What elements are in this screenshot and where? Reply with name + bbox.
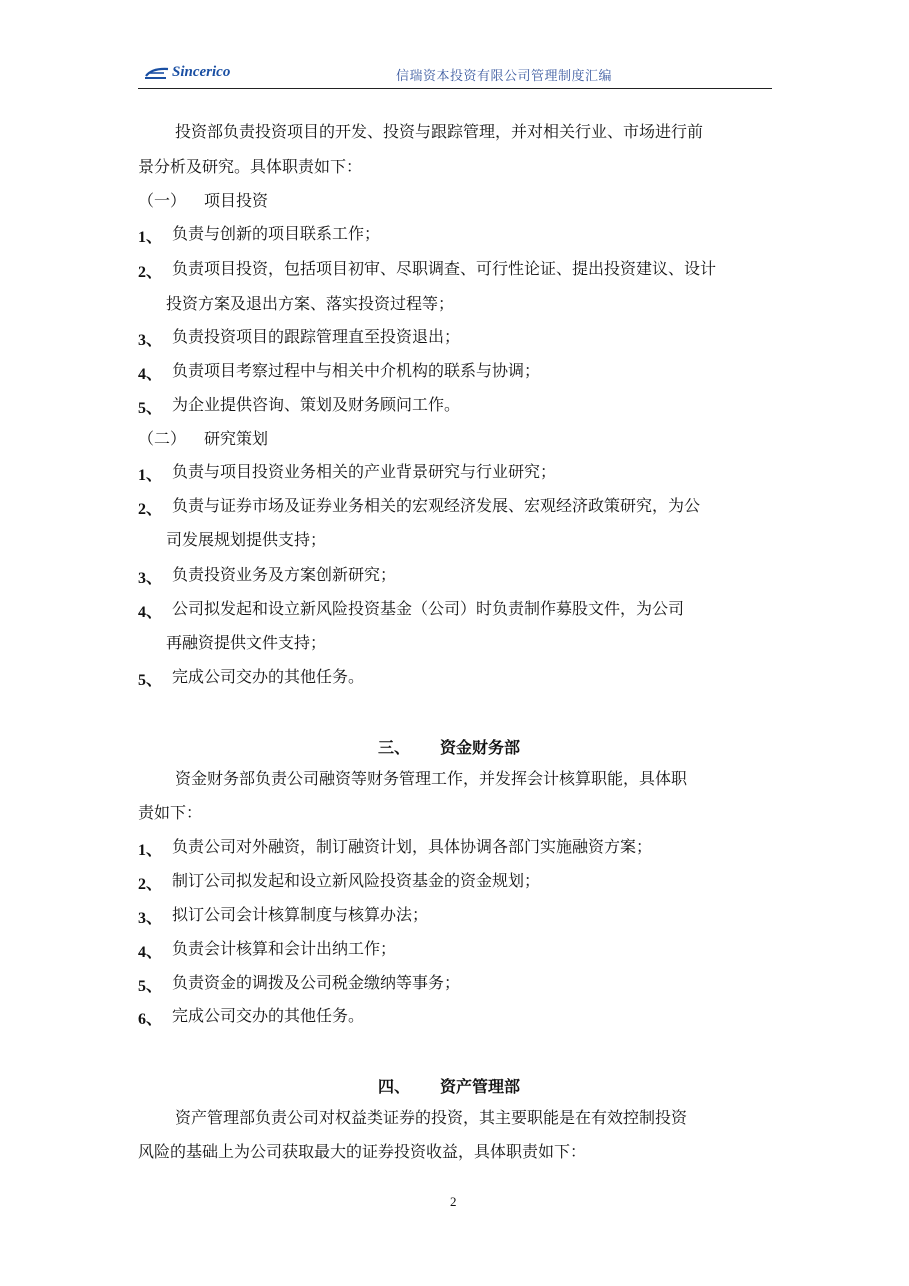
subsection-label: （二） xyxy=(138,429,187,448)
list-number: 2、 xyxy=(138,876,163,893)
list-item: 完成公司交办的其他任务。 xyxy=(172,1006,365,1025)
list-item: 负责项目投资，包括项目初审、尽职调查、可行性论证、提出投资建议、设计 xyxy=(172,259,717,278)
list-item: 负责项目考察过程中与相关中介机构的联系与协调； xyxy=(172,361,541,380)
list-number: 2、 xyxy=(138,501,163,518)
section-intro-line-1: 资金财务部负责公司融资等财务管理工作，并发挥会计核算职能，具体职 xyxy=(175,769,688,788)
list-number: 5、 xyxy=(138,978,163,995)
section-title: 资产管理部 xyxy=(440,1077,521,1096)
list-item-continuation: 再融资提供文件支持； xyxy=(166,633,327,652)
company-logo xyxy=(144,64,230,81)
list-number: 3、 xyxy=(138,332,163,349)
intro-line-1: 投资部负责投资项目的开发、投资与跟踪管理，并对相关行业、市场进行前 xyxy=(175,122,704,141)
list-number: 3、 xyxy=(138,570,163,587)
logo-mark-icon xyxy=(144,66,170,80)
list-item-continuation: 司发展规划提供支持； xyxy=(166,530,327,549)
header-title: 信瑞资本投资有限公司管理制度汇编 xyxy=(396,69,613,84)
section-title: 资金财务部 xyxy=(440,738,521,757)
list-item: 拟订公司会计核算制度与核算办法； xyxy=(172,905,429,924)
subsection-label: （一） xyxy=(138,191,187,210)
list-item: 为企业提供咨询、策划及财务顾问工作。 xyxy=(172,395,461,414)
page-number: 2 xyxy=(450,1194,457,1209)
list-number: 5、 xyxy=(138,672,163,689)
section-number: 四、 xyxy=(378,1077,411,1096)
list-number: 4、 xyxy=(138,604,163,621)
list-item-continuation: 投资方案及退出方案、落实投资过程等； xyxy=(166,294,455,313)
list-item: 公司拟发起和设立新风险投资基金（公司）时负责制作募股文件，为公司 xyxy=(172,599,685,618)
list-item: 负责投资项目的跟踪管理直至投资退出； xyxy=(172,327,461,346)
list-item: 制订公司拟发起和设立新风险投资基金的资金规划； xyxy=(172,871,541,890)
list-item: 负责与创新的项目联系工作； xyxy=(172,224,381,243)
subsection-title: 研究策划 xyxy=(204,429,269,448)
section-intro-line-2: 风险的基础上为公司获取最大的证券投资收益，具体职责如下： xyxy=(138,1142,587,1161)
list-item: 负责与项目投资业务相关的产业背景研究与行业研究； xyxy=(172,462,557,481)
section-number: 三、 xyxy=(378,738,411,757)
list-item: 完成公司交办的其他任务。 xyxy=(172,667,365,686)
list-number: 4、 xyxy=(138,366,163,383)
list-number: 1、 xyxy=(138,467,163,484)
list-number: 6、 xyxy=(138,1011,163,1028)
page-header xyxy=(138,62,772,89)
list-item: 负责资金的调拨及公司税金缴纳等事务； xyxy=(172,973,461,992)
list-number: 4、 xyxy=(138,944,163,961)
section-intro-line-1: 资产管理部负责公司对权益类证券的投资，其主要职能是在有效控制投资 xyxy=(175,1108,688,1127)
list-number: 1、 xyxy=(138,229,163,246)
list-number: 5、 xyxy=(138,400,163,417)
subsection-title: 项目投资 xyxy=(204,191,269,210)
list-number: 3、 xyxy=(138,910,163,927)
list-item: 负责投资业务及方案创新研究； xyxy=(172,565,397,584)
list-item: 负责公司对外融资，制订融资计划，具体协调各部门实施融资方案； xyxy=(172,837,653,856)
list-number: 2、 xyxy=(138,264,163,281)
list-number: 1、 xyxy=(138,842,163,859)
list-item: 负责与证券市场及证券业务相关的宏观经济发展、宏观经济政策研究，为公 xyxy=(172,496,701,515)
logo-text: Sincerico xyxy=(172,64,231,80)
section-intro-line-2: 责如下： xyxy=(138,803,203,822)
intro-line-2: 景分析及研究。具体职责如下： xyxy=(138,157,363,176)
list-item: 负责会计核算和会计出纳工作； xyxy=(172,939,397,958)
